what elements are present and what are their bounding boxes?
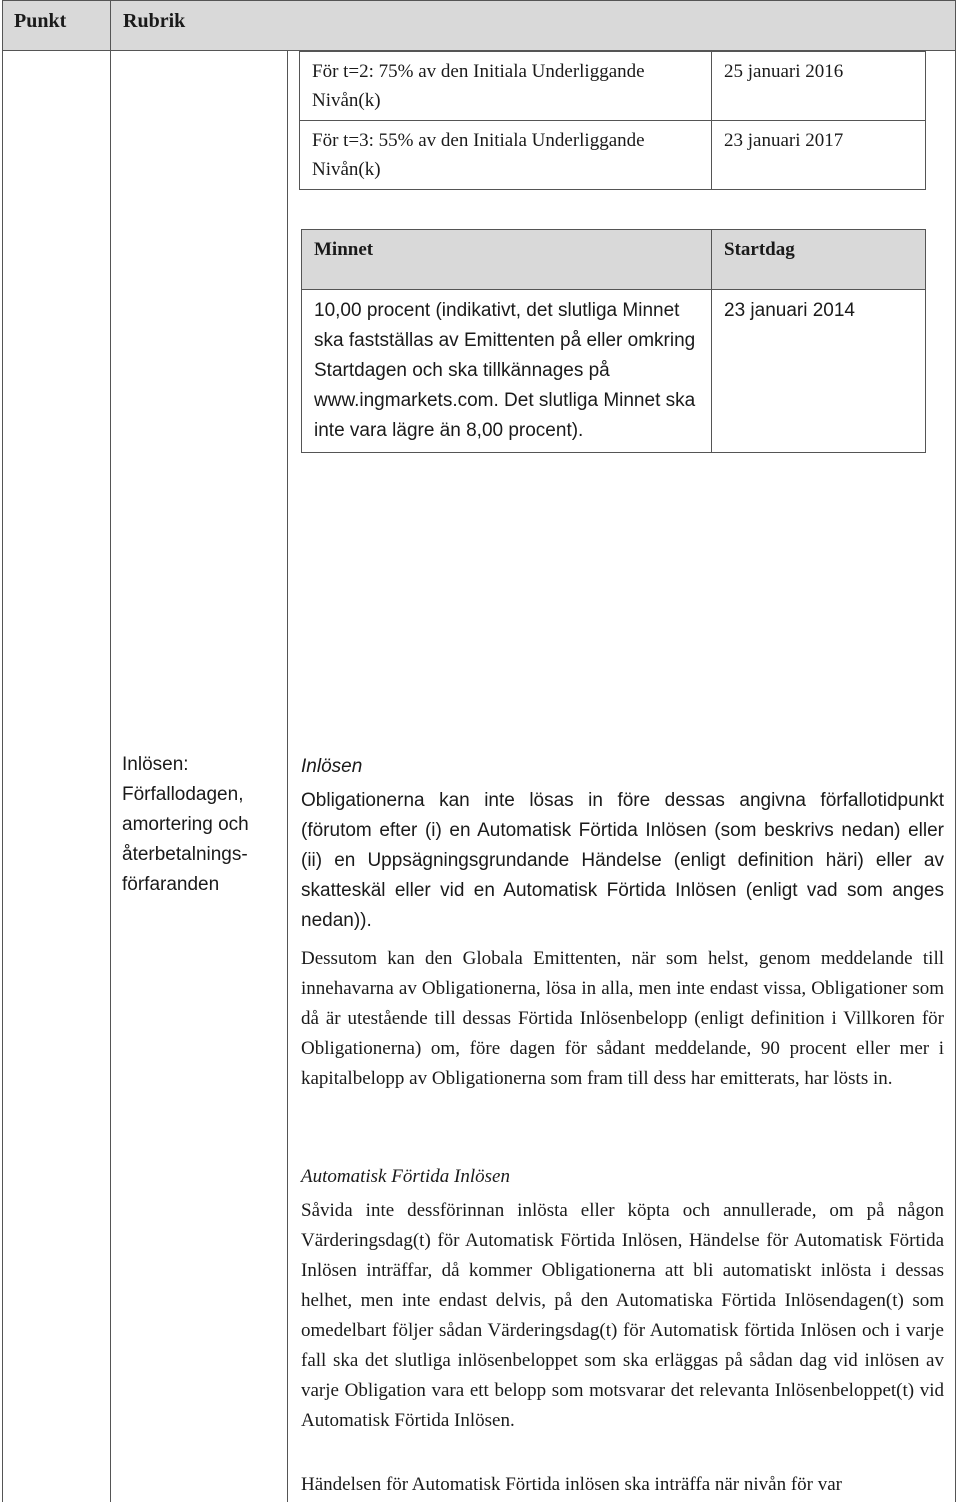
label-line2: Förfallodagen, amortering och återbetalnings-förfaranden [122, 784, 249, 895]
inlosen-heading: Inlösen [301, 756, 363, 777]
memory-value: 10,00 procent (indikativt, det slutliga Minnet ska fastställas av Emittenten på eller omkring Startdagen och ska tillkännages på www.ingmarkets.com. Det slutliga Minnet ska inte vara lägre än 8,00 procent). [302, 290, 712, 453]
startdate-header: Startdag [712, 230, 926, 290]
table-row [302, 290, 926, 453]
barrier-t2-cell: För t=2: 75% av den Initiala Underliggande Nivån(k) [300, 52, 712, 121]
table-row [300, 52, 926, 121]
header-rubrik: Rubrik [123, 10, 186, 32]
section-label [122, 750, 272, 900]
startdate-value: 23 januari 2014 [712, 290, 926, 453]
barrier-t3-cell: För t=3: 55% av den Initiala Underliggande Nivån(k) [300, 121, 712, 190]
table-header [2, 0, 956, 51]
paragraph-2: Dessutom kan den Globala Emittenten, när som helst, genom meddelande till innehavarna av Obligationerna, lösa in alla, men inte endast vissa, Obligationer som då är utestående till dessas Förtida Inlösenbelopp (enligt definition i Villkoren för Obligationerna) om, före dagen för sådant meddelande, 90 procent eller mer i kapitalbelopp av Obligationerna som fram till dess har emitterats, har lösts in. [301, 948, 944, 1089]
header-punkt: Punkt [14, 10, 67, 32]
memory-table [301, 229, 926, 453]
memory-header: Minnet [302, 230, 712, 290]
table-row [302, 230, 926, 290]
table-row [300, 121, 926, 190]
paragraph-3: Såvida inte dessförinnan inlösta eller köpta och annullerade, om på någon Värderingsdag(t) för Automatisk Förtida Inlösen, Händelse för Automatisk Förtida Inlösen inträffar, då kommer Obligationerna att bli automatiskt inlösta i dessas helhet, men inte endast delvis, på den Automatiska Förtida Inlösendagen(t) som omedelbart följer sådan Värderingsdag(t) för Automatisk förtida Inlösen och i varje fall ska det slutliga inlösenbeloppet som ska erläggas på sådan dag vid inlösen av varje Obligation vara ett belopp som motsvarar det relevanta Inlösenbeloppet(t) vid Automatisk Förtida Inlösen. [301, 1200, 944, 1431]
barrier-table [299, 51, 926, 190]
barrier-t2-date: 25 januari 2016 [712, 52, 926, 121]
paragraph-1: Obligationerna kan inte lösas in före dessas angivna förfallotidpunkt (förutom efter (i) en Automatisk Förtida Inlösen (som beskrivs nedan) eller (ii) en Uppsägningsgrundande Händelse (enligt definition häri) eller av skatteskäl eller vid en Automatisk Förtida Inlösen (enligt vad som anges nedan)). [301, 790, 944, 931]
paragraph-4: Händelsen för Automatisk Förtida inlösen ska inträffa när nivån för var [301, 1474, 843, 1495]
column-divider-1 [110, 0, 111, 1502]
label-line1: Inlösen: [122, 754, 189, 775]
column-divider-2 [287, 51, 288, 1502]
barrier-t3-date: 23 januari 2017 [712, 121, 926, 190]
afi-heading: Automatisk Förtida Inlösen [301, 1166, 510, 1187]
